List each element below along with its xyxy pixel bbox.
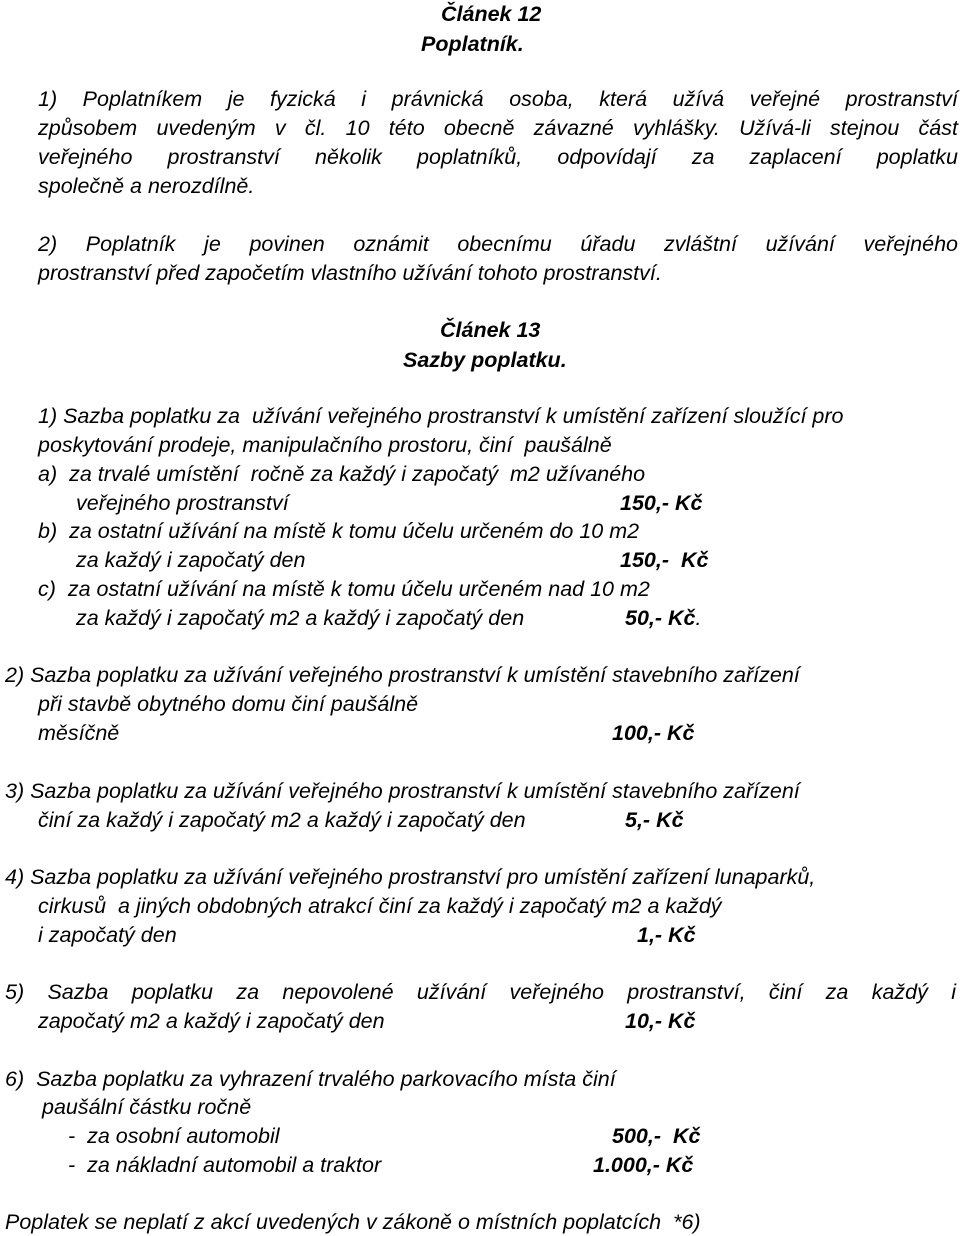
article-12-subtitle: Poplatník. [421, 32, 524, 56]
paragraph-line: i započatý den [38, 923, 177, 947]
item-3-amount: 5,- Kč [625, 808, 684, 832]
paragraph-line: poskytování prodeje, manipulačního prostoru, činí paušálně [38, 433, 612, 457]
item-5-amount: 10,- Kč [625, 1009, 696, 1033]
paragraph-line: 1) Sazba poplatku za užívání veřejného prostranství k umístění zařízení sloužící pro [38, 404, 844, 428]
item-b-line: b) za ostatní užívání na místě k tomu účelu určeném do 10 m2 [38, 519, 640, 543]
paragraph-line: započatý m2 a každý i započatý den [38, 1009, 385, 1033]
paragraph-line: při stavbě obytného domu činí paušálně [38, 692, 419, 716]
item-c-line: za každý i započatý m2 a každý i započatý den [76, 606, 525, 630]
paragraph-line: způsobem uvedeným v čl. 10 této obecně závazné vyhlášky. Užívá-li stejnou část [38, 116, 958, 140]
item-c-period: . [695, 606, 702, 630]
truck-fee-amount: 1.000,- Kč [593, 1153, 694, 1177]
item-b-line: za každý i započatý den [76, 548, 306, 572]
paragraph-line: měsíčně [38, 721, 120, 745]
paragraph-line: společně a nerozdílně. [38, 174, 255, 198]
truck-fee-label: - za nákladní automobil a traktor [68, 1153, 382, 1177]
paragraph-line: 6) Sazba poplatku za vyhrazení trvalého parkovacího místa činí [5, 1067, 616, 1091]
item-a-amount: 150,- Kč [620, 491, 703, 515]
item-a-line: a) za trvalé umístění ročně za každý i započatý m2 užívaného [38, 462, 646, 486]
item-2-amount: 100,- Kč [612, 721, 695, 745]
article-13-subtitle: Sazby poplatku. [403, 348, 567, 372]
paragraph-line: prostranství před započetím vlastního užívání tohoto prostranství. [38, 261, 662, 285]
item-c-amount-line [625, 608, 702, 630]
paragraph-line: 4) Sazba poplatku za užívání veřejného prostranství pro umístění zařízení lunaparků, [5, 865, 816, 889]
item-4-amount: 1,- Kč [637, 923, 696, 947]
item-c-line: c) za ostatní užívání na místě k tomu účelu určeném nad 10 m2 [38, 577, 650, 601]
article-13-title: Článek 13 [440, 318, 541, 342]
car-fee-amount: 500,- Kč [612, 1124, 701, 1148]
paragraph-line: činí za každý i započatý m2 a každý i započatý den [38, 808, 526, 832]
paragraph-line: paušální částku ročně [42, 1095, 252, 1119]
paragraph-line: cirkusů a jiných obdobných atrakcí činí za každý i započatý m2 a každý [38, 894, 722, 918]
paragraph-line: 2) Poplatník je povinen oznámit obecnímu úřadu zvláštní užívání veřejného [38, 232, 958, 256]
paragraph-line: 1) Poplatníkem je fyzická i právnická osoba, která užívá veřejné prostranství [38, 87, 958, 111]
car-fee-label: - za osobní automobil [68, 1124, 280, 1148]
footer-note: Poplatek se neplatí z akcí uvedených v zákoně o místních poplatcích *6) [5, 1210, 701, 1234]
paragraph-line: 3) Sazba poplatku za užívání veřejného prostranství k umístění stavebního zařízení [5, 779, 800, 803]
item-b-amount: 150,- Kč [620, 548, 709, 572]
item-c-amount: 50,- Kč [625, 606, 696, 630]
paragraph-line: veřejného prostranství několik poplatníků, odpovídají za zaplacení poplatku [38, 145, 958, 169]
paragraph-line: 2) Sazba poplatku za užívání veřejného prostranství k umístění stavebního zařízení [5, 663, 800, 687]
article-12-title: Článek 12 [441, 2, 542, 26]
paragraph-line: 5) Sazba poplatku za nepovolené užívání veřejného prostranství, činí za každý i [5, 980, 956, 1004]
item-a-line: veřejného prostranství [76, 491, 289, 515]
